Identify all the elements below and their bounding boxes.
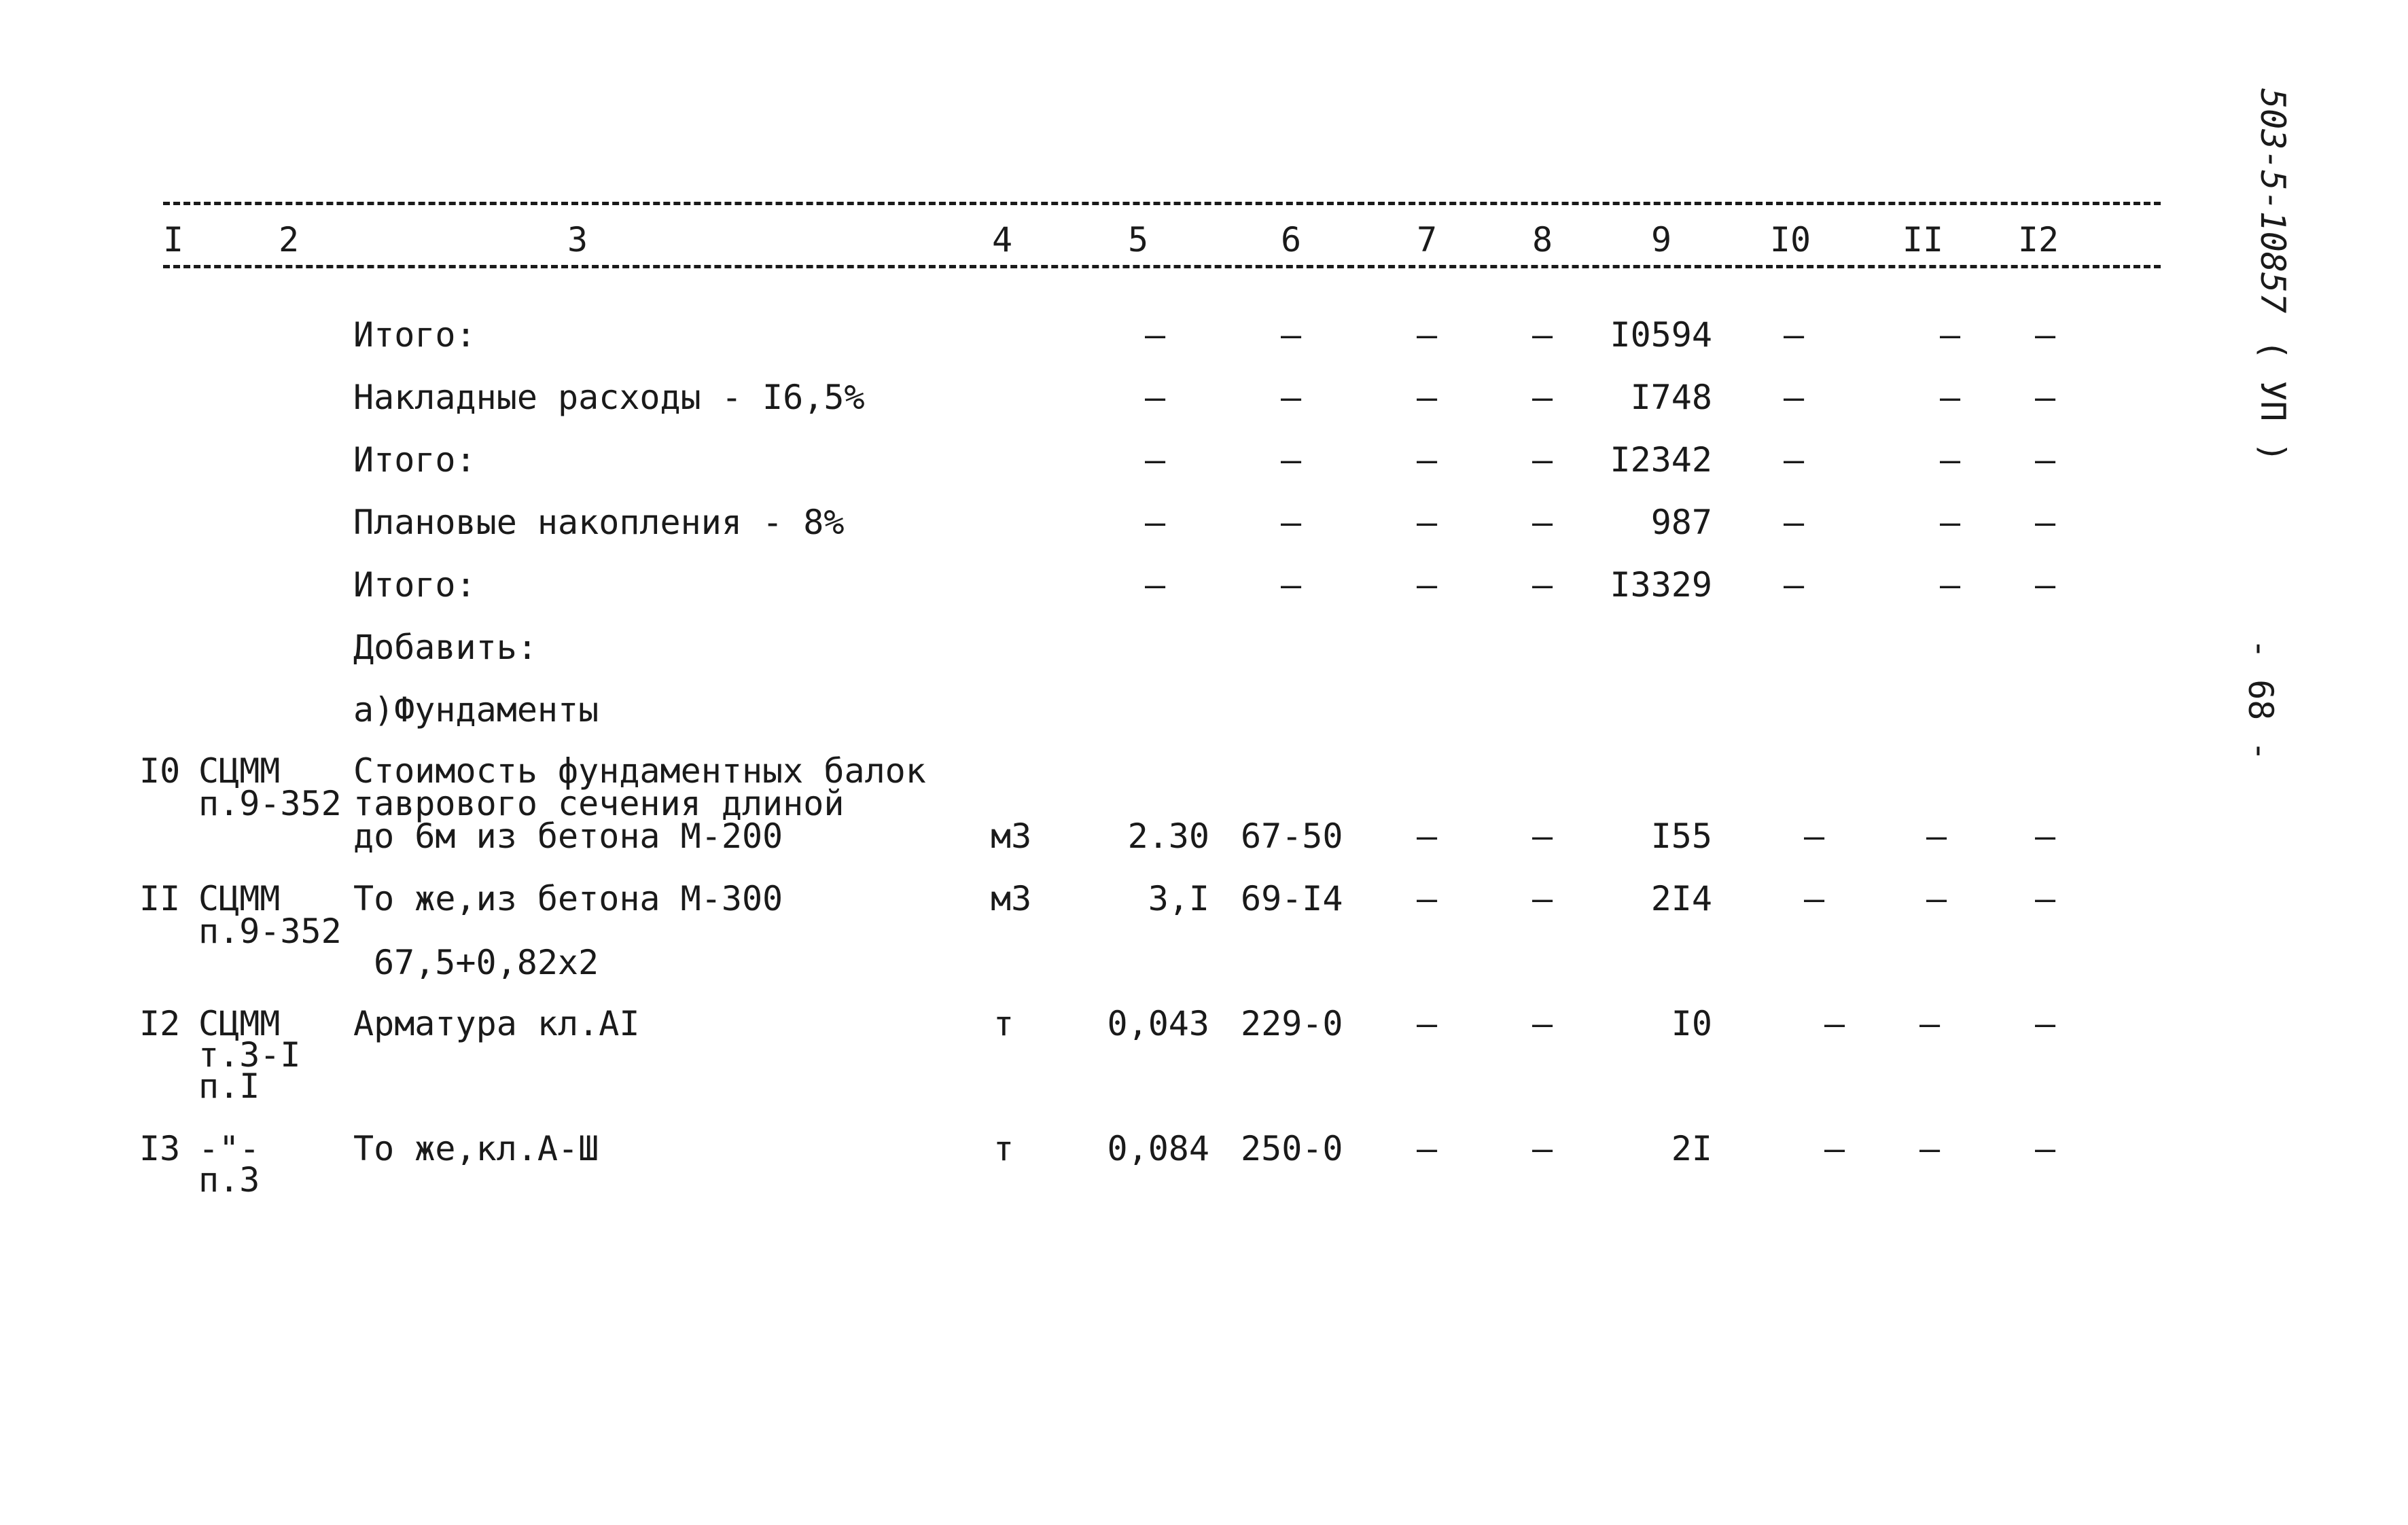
cell-7: – — [1416, 1004, 1438, 1043]
item-basis: СЦММ — [198, 879, 281, 918]
cell-10: – — [1783, 440, 1805, 480]
col-header-6: 6 — [1280, 220, 1302, 259]
cell-12: – — [2034, 378, 2056, 417]
col-header-1: I — [162, 220, 184, 259]
page-number: - 68 - — [2241, 639, 2280, 761]
col-header-2: 2 — [278, 220, 300, 259]
cell-5: – — [1144, 565, 1166, 605]
cell-7: – — [1416, 315, 1438, 355]
cell-10: – — [1783, 565, 1805, 605]
cell-11: – — [1919, 1129, 1941, 1168]
item-unit: м3 — [991, 817, 1032, 856]
cell-9: 2I4 — [1650, 879, 1712, 918]
item-basis: п.I — [198, 1066, 260, 1106]
cell-10: – — [1824, 1004, 1845, 1043]
row-label: Итого: — [353, 440, 476, 480]
item-number: I0 — [139, 751, 181, 791]
item-name: То же,из бетона М-300 — [353, 879, 783, 918]
item-price: 69-I4 — [1241, 879, 1343, 918]
col-header-7: 7 — [1416, 220, 1438, 259]
cell-6: – — [1280, 378, 1302, 417]
item-basis: т.3-I — [198, 1035, 301, 1075]
cell-6: – — [1280, 565, 1302, 605]
cell-6: – — [1280, 440, 1302, 480]
cell-11: – — [1939, 440, 1961, 480]
header-rule-top — [163, 202, 2161, 205]
cell-8: – — [1531, 1004, 1553, 1043]
cell-11: – — [1926, 817, 1947, 856]
row-label: Итого: — [353, 315, 476, 355]
cell-11: – — [1939, 378, 1961, 417]
item-unit: т — [993, 1129, 1014, 1168]
col-header-12: I2 — [2017, 220, 2059, 259]
item-number: I2 — [139, 1004, 181, 1043]
cell-7: – — [1416, 378, 1438, 417]
cell-8: – — [1531, 817, 1553, 856]
col-header-9: 9 — [1650, 220, 1672, 259]
cell-11: – — [1919, 1004, 1941, 1043]
item-price: 250-0 — [1241, 1129, 1343, 1168]
item-name: Стоимость фундаментных балок — [353, 751, 926, 791]
cell-12: – — [2034, 565, 2056, 605]
cell-6: – — [1280, 503, 1302, 542]
header-rule-bottom — [163, 265, 2161, 268]
col-header-10: I0 — [1769, 220, 1811, 259]
cell-9: 987 — [1650, 503, 1712, 542]
cell-12: – — [2034, 1129, 2056, 1168]
item-name: Арматура кл.АI — [353, 1004, 640, 1043]
item-basis: -"- — [198, 1129, 260, 1168]
cell-11: – — [1926, 879, 1947, 918]
col-header-8: 8 — [1531, 220, 1553, 259]
cell-9: I55 — [1650, 817, 1712, 856]
cell-7: – — [1416, 440, 1438, 480]
cell-12: – — [2034, 1004, 2056, 1043]
row-label: Итого: — [353, 565, 476, 605]
col-header-5: 5 — [1127, 220, 1149, 259]
item-basis: СЦММ — [198, 751, 281, 791]
item-price: 229-0 — [1241, 1004, 1343, 1043]
cell-8: – — [1531, 440, 1553, 480]
cell-10: – — [1783, 503, 1805, 542]
cell-5: – — [1144, 378, 1166, 417]
item-basis: п.9-352 — [198, 912, 342, 951]
item-price: 67-50 — [1241, 817, 1343, 856]
item-note: 67,5+0,82х2 — [374, 943, 599, 982]
cell-7: – — [1416, 503, 1438, 542]
cell-8: – — [1531, 503, 1553, 542]
row-label: Накладные расходы - I6,5% — [353, 378, 865, 417]
cell-11: – — [1939, 565, 1961, 605]
cell-10: – — [1803, 879, 1825, 918]
item-basis: п.9-352 — [198, 784, 342, 823]
cell-12: – — [2034, 817, 2056, 856]
col-header-4: 4 — [991, 220, 1013, 259]
col-header-3: 3 — [567, 220, 588, 259]
cell-12: – — [2034, 440, 2056, 480]
cell-7: – — [1416, 1129, 1438, 1168]
item-basis: СЦММ — [198, 1004, 281, 1043]
cell-12: – — [2034, 315, 2056, 355]
cell-10: – — [1803, 817, 1825, 856]
document-code: 503-5-10857 — [2253, 88, 2292, 314]
cell-8: – — [1531, 315, 1553, 355]
cell-7: – — [1416, 565, 1438, 605]
cell-10: – — [1824, 1129, 1845, 1168]
item-quantity: 0,043 — [1107, 1004, 1209, 1043]
cell-12: – — [2034, 879, 2056, 918]
cell-7: – — [1416, 879, 1438, 918]
item-name: до 6м из бетона М-200 — [353, 817, 783, 856]
cell-8: – — [1531, 565, 1553, 605]
cell-9: I0594 — [1610, 315, 1712, 355]
cell-12: – — [2034, 503, 2056, 542]
cell-5: – — [1144, 315, 1166, 355]
item-quantity: 0,084 — [1107, 1129, 1209, 1168]
section-mark: ( УП ) — [2253, 340, 2292, 463]
cell-9: I2342 — [1610, 440, 1712, 480]
cell-9: 2I — [1671, 1129, 1712, 1168]
cell-5: – — [1144, 440, 1166, 480]
subsection-heading: а)Фундаменты — [353, 690, 599, 730]
item-name: То же,кл.А-Ш — [353, 1129, 599, 1168]
row-label: Плановые накопления - 8% — [353, 503, 845, 542]
cell-10: – — [1783, 378, 1805, 417]
cell-11: – — [1939, 315, 1961, 355]
cell-8: – — [1531, 378, 1553, 417]
cell-5: – — [1144, 503, 1166, 542]
cell-8: – — [1531, 879, 1553, 918]
cell-11: – — [1939, 503, 1961, 542]
col-header-11: II — [1902, 220, 1944, 259]
add-heading: Добавить: — [353, 628, 537, 667]
item-unit: м3 — [991, 879, 1032, 918]
item-basis: п.3 — [198, 1160, 260, 1200]
cell-9: I748 — [1630, 378, 1712, 417]
cell-9: I3329 — [1610, 565, 1712, 605]
cell-9: I0 — [1671, 1004, 1712, 1043]
item-quantity: 2.30 — [1127, 817, 1209, 856]
item-number: II — [139, 879, 181, 918]
item-quantity: 3,I — [1148, 879, 1209, 918]
cell-10: – — [1783, 315, 1805, 355]
cell-8: – — [1531, 1129, 1553, 1168]
cell-7: – — [1416, 817, 1438, 856]
cell-6: – — [1280, 315, 1302, 355]
item-unit: т — [993, 1004, 1014, 1043]
item-number: I3 — [139, 1129, 181, 1168]
item-name: таврового сечения длиной — [353, 784, 845, 823]
